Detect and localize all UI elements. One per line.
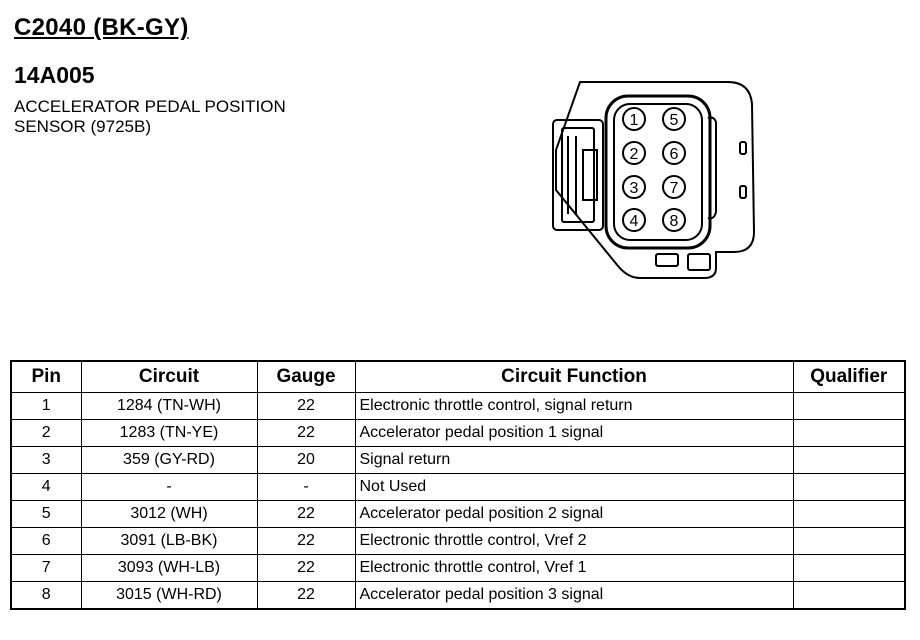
pin-cell: 6 xyxy=(11,528,81,555)
header-gauge: Gauge xyxy=(257,361,355,393)
part-number: 14A005 xyxy=(14,62,95,88)
circuit-cell: 3091 (LB-BK) xyxy=(81,528,257,555)
pin-cell: 5 xyxy=(11,501,81,528)
table-row xyxy=(11,528,905,555)
pin-label-1: 1 xyxy=(629,112,639,129)
function-cell: Accelerator pedal position 2 signal xyxy=(355,501,793,528)
pin-cell: 8 xyxy=(11,582,81,610)
circuit-cell: 1283 (TN-YE) xyxy=(81,420,257,447)
table-header-row xyxy=(11,361,905,393)
component-description xyxy=(14,97,286,137)
function-cell: Accelerator pedal position 1 signal xyxy=(355,420,793,447)
table-row xyxy=(11,582,905,610)
gauge-cell: 22 xyxy=(257,528,355,555)
function-cell: Accelerator pedal position 3 signal xyxy=(355,582,793,610)
table-row xyxy=(11,420,905,447)
function-cell: Not Used xyxy=(355,474,793,501)
gauge-cell: 22 xyxy=(257,420,355,447)
header-pin: Pin xyxy=(11,361,81,393)
table-row xyxy=(11,474,905,501)
connector-face-diagram xyxy=(540,68,760,288)
gauge-cell: - xyxy=(257,474,355,501)
pin-cell: 1 xyxy=(11,393,81,420)
description-line-1: ACCELERATOR PEDAL POSITION xyxy=(14,97,286,116)
circuit-cell: 3093 (WH-LB) xyxy=(81,555,257,582)
pin-label-8: 8 xyxy=(669,213,679,230)
circuit-cell: 359 (GY-RD) xyxy=(81,447,257,474)
header-circuit-function: Circuit Function xyxy=(355,361,793,393)
function-cell: Electronic throttle control, Vref 2 xyxy=(355,528,793,555)
qualifier-cell xyxy=(793,582,905,610)
pinout-table xyxy=(10,360,906,610)
qualifier-cell xyxy=(793,420,905,447)
pin-cell: 4 xyxy=(11,474,81,501)
pin-label-4: 4 xyxy=(629,213,639,230)
table-row xyxy=(11,447,905,474)
function-cell: Electronic throttle control, signal return xyxy=(355,393,793,420)
function-cell: Signal return xyxy=(355,447,793,474)
qualifier-cell xyxy=(793,447,905,474)
table-row xyxy=(11,393,905,420)
header-qualifier: Qualifier xyxy=(793,361,905,393)
table-row xyxy=(11,501,905,528)
header-circuit: Circuit xyxy=(81,361,257,393)
qualifier-cell xyxy=(793,474,905,501)
gauge-cell: 22 xyxy=(257,501,355,528)
connector-title: C2040 (BK-GY) xyxy=(14,14,189,41)
qualifier-cell xyxy=(793,528,905,555)
gauge-cell: 20 xyxy=(257,447,355,474)
function-cell: Electronic throttle control, Vref 1 xyxy=(355,555,793,582)
pin-label-2: 2 xyxy=(629,146,639,163)
circuit-cell: - xyxy=(81,474,257,501)
pin-cell: 2 xyxy=(11,420,81,447)
qualifier-cell xyxy=(793,393,905,420)
gauge-cell: 22 xyxy=(257,555,355,582)
gauge-cell: 22 xyxy=(257,393,355,420)
pin-cell: 7 xyxy=(11,555,81,582)
qualifier-cell xyxy=(793,501,905,528)
pin-cell: 3 xyxy=(11,447,81,474)
pin-label-3: 3 xyxy=(629,180,639,197)
description-line-2: SENSOR (9725B) xyxy=(14,117,151,136)
table-row xyxy=(11,555,905,582)
pin-label-6: 6 xyxy=(669,146,679,163)
qualifier-cell xyxy=(793,555,905,582)
pin-label-7: 7 xyxy=(669,180,679,197)
gauge-cell: 22 xyxy=(257,582,355,610)
circuit-cell: 1284 (TN-WH) xyxy=(81,393,257,420)
pin-label-5: 5 xyxy=(669,112,679,129)
circuit-cell: 3015 (WH-RD) xyxy=(81,582,257,610)
circuit-cell: 3012 (WH) xyxy=(81,501,257,528)
